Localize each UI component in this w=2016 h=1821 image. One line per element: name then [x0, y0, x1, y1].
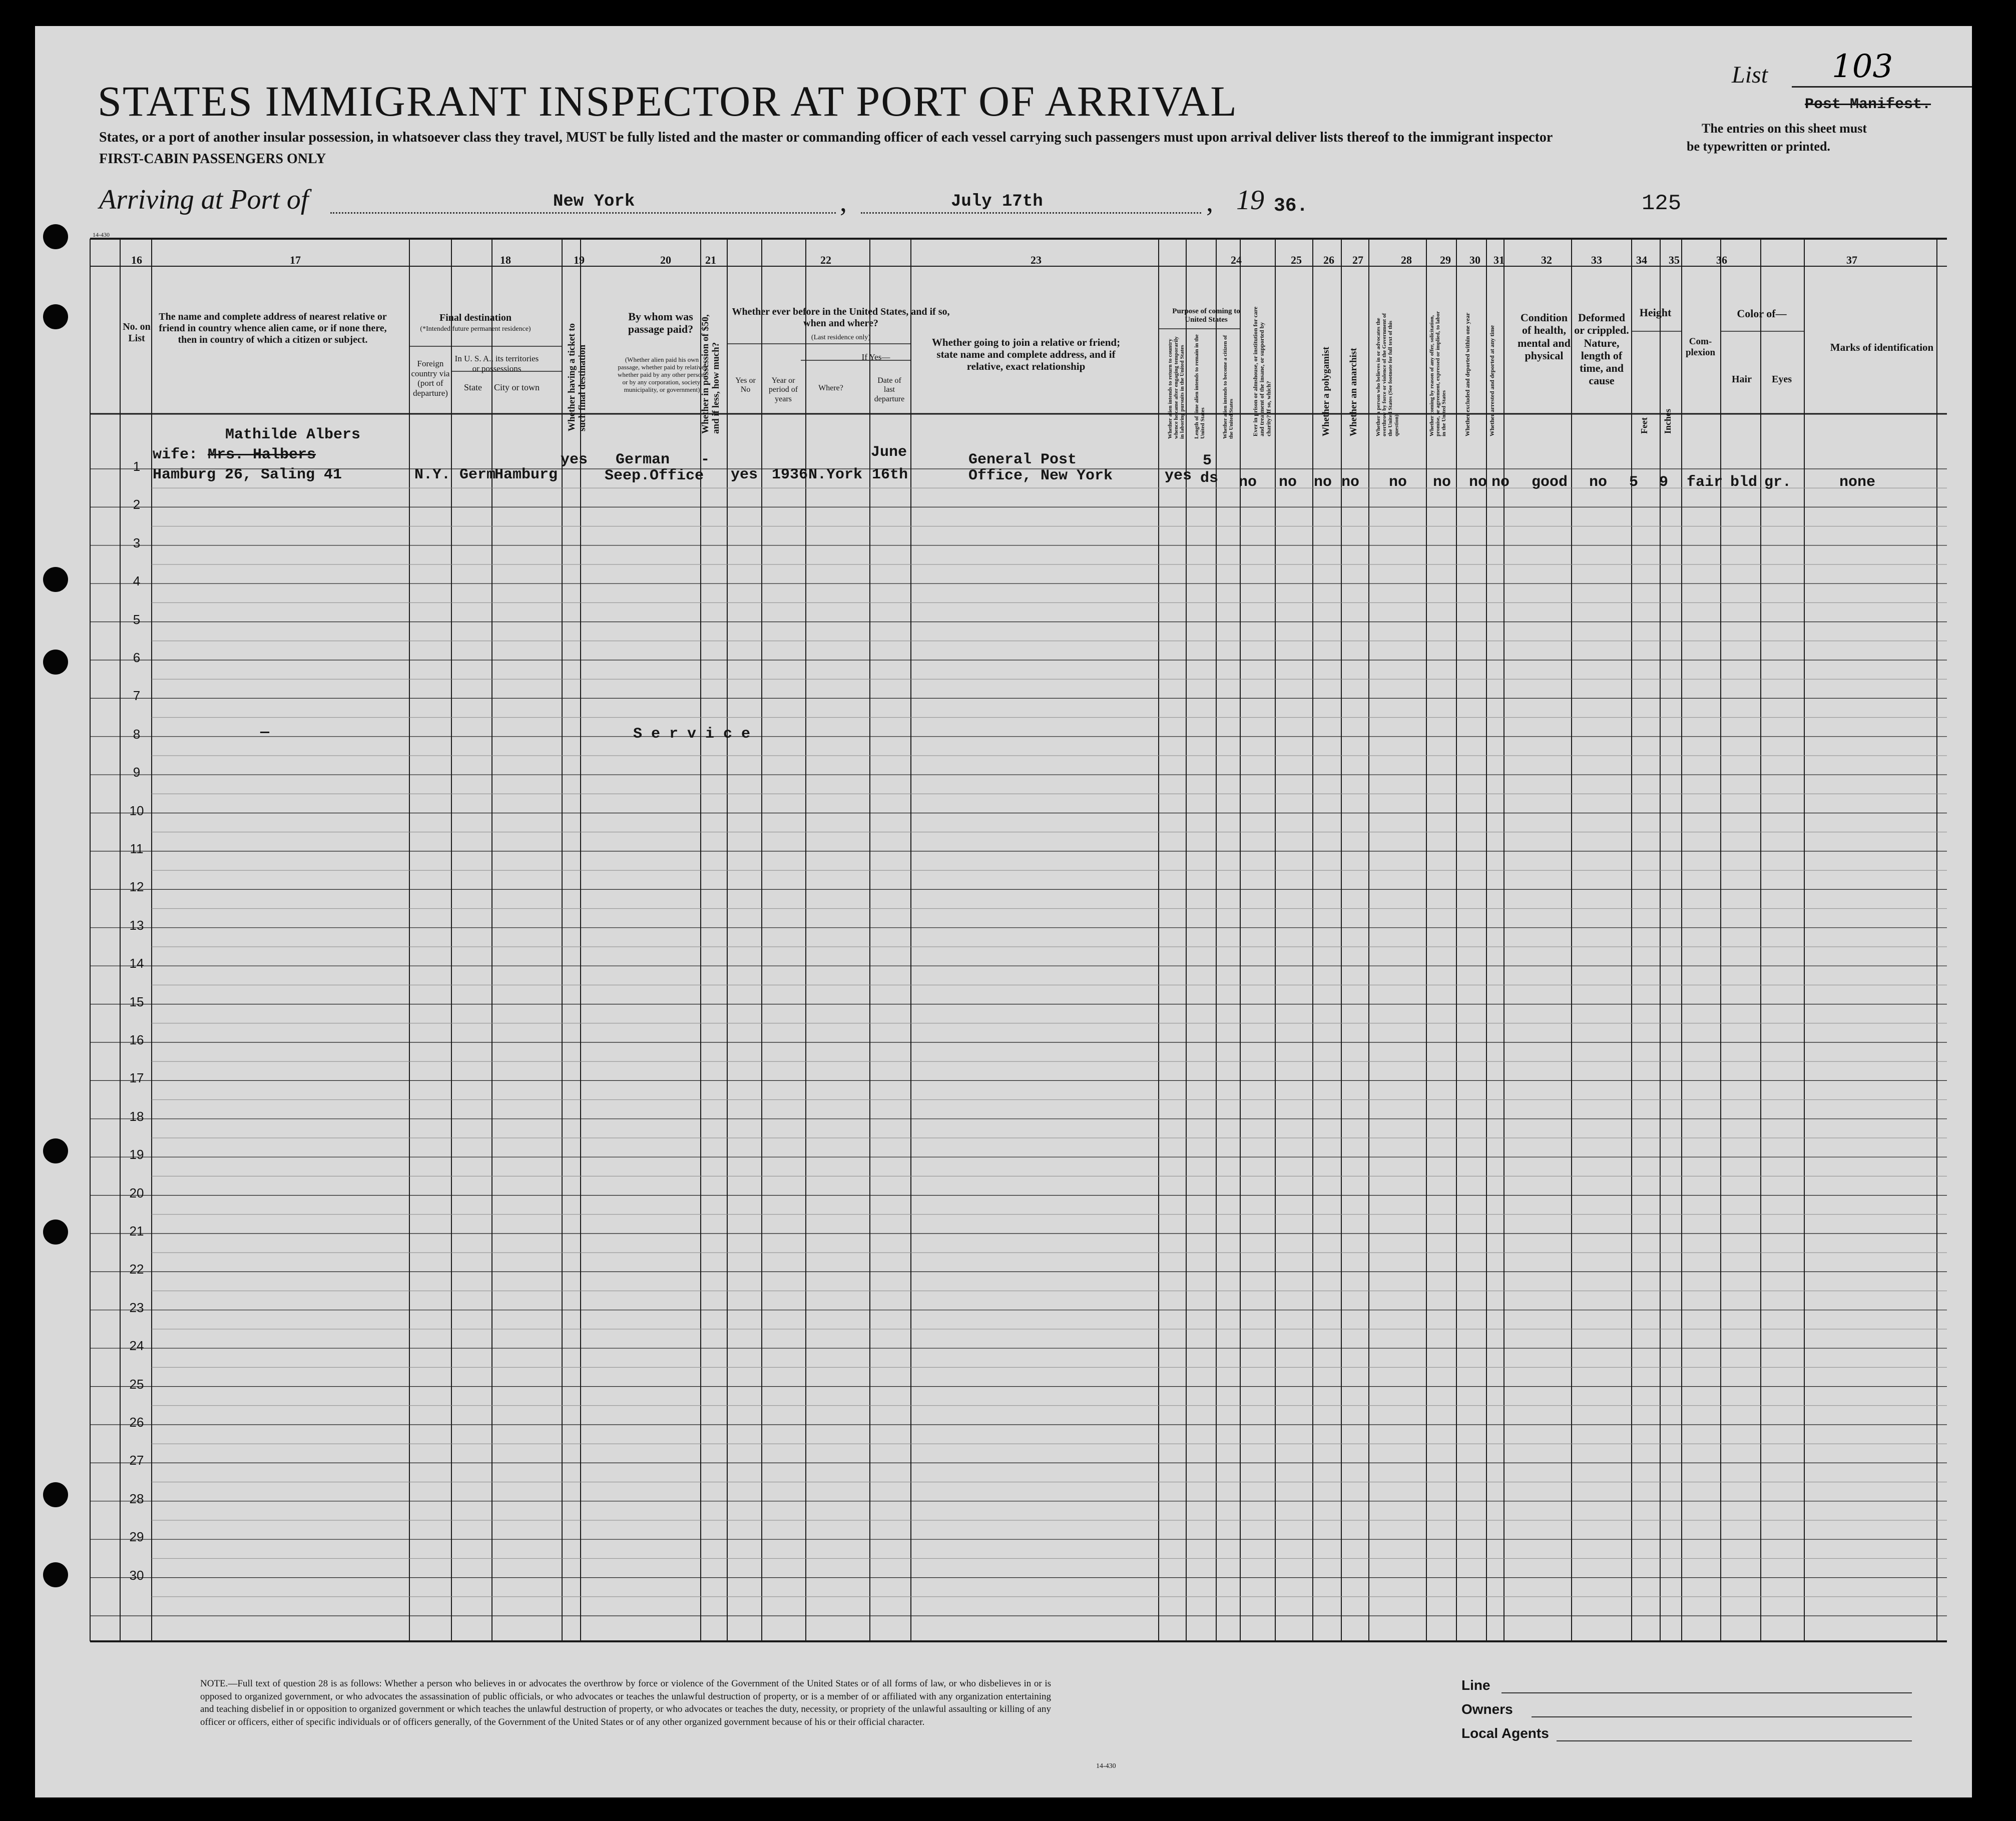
date-value: July 17th	[951, 192, 1043, 211]
entry-excluded: no	[1469, 474, 1487, 491]
entry-relative-name: Mathilde Albers	[225, 426, 361, 443]
row-number: 6	[133, 650, 141, 665]
entry-hair: bld	[1730, 474, 1758, 491]
header-if-yes: If Yes—	[861, 352, 890, 362]
header-no-on-list: No. on List	[123, 321, 151, 344]
entry-before: yes	[731, 466, 758, 483]
entry-date-month: June	[871, 444, 907, 461]
header-purpose-c: Whether alien intends to become a citizen of the United States	[1222, 335, 1235, 439]
column-number: 24	[1231, 254, 1242, 266]
column-number: 30	[1469, 254, 1480, 266]
row-number: 30	[129, 1567, 144, 1583]
line-label: Line	[1461, 1677, 1490, 1693]
entry-join: General Post	[968, 451, 1077, 468]
column-number: 34	[1636, 254, 1647, 266]
column-number: 16	[131, 254, 142, 266]
column-number: 35	[1669, 254, 1680, 266]
row-number: 16	[129, 1032, 144, 1047]
arriving-label: Arriving at Port of	[99, 184, 309, 215]
form-number: 14-430	[1096, 1762, 1116, 1770]
header-relative-address: The name and complete address of nearest relative or friend in country whence alien came, or if none there, then in country of which a citizen or subject.	[159, 311, 387, 345]
header-before-us-sub: (Last residence only)	[811, 334, 871, 341]
row-number: 25	[129, 1376, 144, 1392]
list-label: List	[1732, 62, 1768, 88]
binder-hole	[43, 1220, 68, 1245]
row-number: 4	[133, 573, 141, 589]
header-excluded: Whether excluded and deported within one year	[1464, 312, 1471, 436]
header-last-departure: Date of last departure	[874, 376, 905, 403]
binder-hole	[43, 1562, 68, 1587]
header-before-us: Whether ever before in the United States, and if so, when and where?	[732, 306, 950, 329]
header-purpose-a: Whether alien intends to return to country whence he came after engaging temporarily in laboring pursuits in the United States	[1167, 336, 1186, 439]
row8-service: S e r v i c e	[633, 726, 751, 743]
typewritten-note: be typewritten or printed.	[1687, 139, 1830, 154]
row-number: 9	[133, 765, 141, 780]
header-ticket: Whether having a ticket to such final destination	[567, 323, 588, 431]
entry-complexion: fair	[1687, 474, 1723, 491]
form-grid	[35, 26, 1972, 1797]
list-number-line	[1792, 86, 1972, 88]
entry-health: good	[1532, 474, 1568, 491]
binder-hole	[43, 1138, 68, 1163]
header-hair: Hair	[1732, 374, 1752, 385]
header-state: State	[464, 382, 482, 392]
local-agents-label: Local Agents	[1461, 1725, 1549, 1741]
row8-dash: —	[260, 724, 270, 741]
footnote-question-28: NOTE.—Full text of question 28 is as follows: Whether a person who believes in or advocates the overthrow by force or violence of the Government of the United States or of all forms of law, or who disbelieves in or is opposed to organized government, or who advocates the assassination of public officials, or who advocates or teaches the unlawful destruction of property, or is a member of or affiliated with any organization entertaining and teaching disbelief in or opposition to organized government or which teaches the unlawful destruction of property, or who advocates or teaches the duty, necessity, or propriety of the unlawful assaulting or killing of any officer or officers, either of specific individuals or of officers generally, of the Government of the United States or of any other organized government because of his or their official character.	[200, 1678, 1051, 1727]
form-title: STATES IMMIGRANT INSPECTOR AT PORT OF ARRIVAL	[98, 77, 1238, 125]
entry-marks: none	[1839, 474, 1876, 491]
header-complexion: Com-plexion	[1685, 336, 1716, 358]
header-join-relative: Whether going to join a relative or friend; state name and complete address, and if relative, exact relationship	[931, 336, 1121, 373]
entry-labor: no	[1433, 474, 1451, 491]
header-arrested: Whether arrested and deported at any time	[1488, 325, 1495, 436]
column-number: 36	[1716, 254, 1727, 266]
entry-relation-struck: Mrs. Halbers	[208, 446, 316, 463]
column-number: 37	[1846, 254, 1857, 266]
entry-state: N.Y.	[414, 466, 451, 483]
row-number: 20	[129, 1185, 144, 1200]
header-overthrow: Whether a person who believes in or advocates the overthrow by force or violence of the Government of the United States (See footnote for full text of this question)	[1375, 313, 1400, 436]
port-value: New York	[553, 192, 635, 211]
entry-paid-by: German	[616, 451, 670, 468]
header-final-destination-sub: (*Intended future permanent residence)	[420, 325, 531, 333]
owners-label: Owners	[1461, 1701, 1513, 1717]
header-deformed: Deformed or crippled. Nature, length of time, and cause	[1574, 311, 1629, 387]
row-number: 8	[133, 726, 141, 742]
column-number: 18	[500, 254, 511, 266]
column-number: 32	[1541, 254, 1552, 266]
row-number: 15	[129, 994, 144, 1009]
binder-hole	[43, 567, 68, 592]
header-marks: Marks of identification	[1830, 341, 1934, 353]
row-number: 19	[129, 1147, 144, 1162]
row-number: 3	[133, 535, 141, 550]
binder-hole	[43, 1482, 68, 1507]
header-final-destination: Final destination	[439, 312, 512, 323]
column-number: 21	[705, 254, 716, 266]
row-number: 10	[129, 803, 144, 818]
row-number: 5	[133, 612, 141, 627]
entry-overthrow: no	[1389, 474, 1407, 491]
row-number: 12	[129, 879, 144, 895]
entry-year: 1936	[772, 466, 808, 483]
column-number: 20	[660, 254, 671, 266]
column-number: 17	[290, 254, 301, 266]
column-number: 26	[1323, 254, 1334, 266]
column-number: 23	[1031, 254, 1042, 266]
binder-hole	[43, 650, 68, 675]
entry-paid-by-2: Seep.Office	[605, 467, 704, 484]
instruction-note: States, or a port of another insular possession, in whatsoever class they travel, MUST be fully listed and the master or commanding officer of each vessel carrying such passengers must upon arrival deliver lists thereof to the immigrant inspector	[99, 130, 1553, 145]
header-polygamist: Whether a polygamist	[1321, 346, 1331, 436]
row-number: 2	[133, 497, 141, 512]
entry-join-2: Office, New York	[968, 467, 1113, 484]
column-number: 33	[1591, 254, 1602, 266]
entry-date-day: 16th	[872, 466, 908, 483]
entry-address: Hamburg 26, Saling 41	[153, 466, 342, 483]
entry-purpose-a: yes	[1165, 467, 1192, 484]
entry-purpose-c: no	[1239, 474, 1257, 491]
entry-money: -	[701, 451, 710, 468]
row-number: 23	[129, 1300, 144, 1315]
comma: ,	[840, 187, 847, 218]
row-number: 24	[129, 1338, 144, 1354]
entry-city: Hamburg	[494, 466, 558, 483]
header-in-usa: In U. S. A., its territories or possessions	[454, 354, 539, 373]
header-anarchist: Whether an anarchist	[1348, 348, 1359, 436]
header-color-of: Color of—	[1737, 307, 1787, 320]
row-number: 14	[129, 956, 144, 971]
column-number: 28	[1401, 254, 1412, 266]
entry-arrested: no	[1491, 474, 1510, 491]
entry-purpose-b: 5	[1203, 452, 1212, 469]
row-number: 18	[129, 1108, 144, 1124]
entry-ticket: yes	[561, 451, 588, 468]
row-number: 22	[129, 1262, 144, 1277]
header-eyes: Eyes	[1772, 374, 1792, 385]
header-prison: Ever in prison or almshouse, or institution for care and treatment of the insane, or supported by charity? If so, which?	[1252, 306, 1272, 436]
typewritten-note: The entries on this sheet must	[1702, 121, 1867, 136]
row-number: 28	[129, 1491, 144, 1506]
list-number: 103	[1832, 48, 1893, 85]
row-number: 7	[133, 688, 141, 704]
row-number: 17	[129, 1070, 144, 1086]
row-number: 26	[129, 1415, 144, 1430]
entry-country: Germ	[459, 466, 496, 483]
header-where: Where?	[818, 384, 843, 392]
date-fill-line	[861, 212, 1201, 214]
row-number: 13	[129, 917, 144, 933]
entry-purpose-b-2: ds	[1200, 470, 1219, 487]
header-passage-paid-sub: (Whether alien paid his own passage, whether paid by relative, whether paid by any other person, or by any corporation, society, municipality, or government)	[618, 356, 706, 393]
header-year: Year or period of years	[768, 376, 798, 403]
header-health: Condition of health, mental and physical	[1518, 311, 1571, 362]
row-number: 1	[133, 459, 141, 474]
row-number: 11	[130, 841, 144, 856]
header-inches: Inches	[1663, 408, 1673, 434]
entry-deformed: no	[1589, 474, 1608, 491]
header-purpose-b: Length of time alien intends to remain in the United States	[1194, 334, 1206, 439]
column-number: 19	[574, 254, 585, 266]
entry-prison: no	[1279, 474, 1297, 491]
binder-hole	[43, 304, 68, 329]
header-foreign-country: Foreign country via (port of departure)	[411, 359, 450, 398]
header-purpose: Purpose of coming to United States	[1172, 307, 1240, 324]
entry-where: N.York	[808, 466, 863, 483]
first-cabin-note: FIRST-CABIN PASSENGERS ONLY	[99, 151, 326, 167]
owners-sign-line	[1532, 1716, 1912, 1717]
row-number: 27	[129, 1453, 144, 1468]
header-money: Whether in possession of $50, and if less, how much?	[700, 314, 721, 434]
manifest-label: Post Manifest.	[1805, 96, 1931, 113]
header-height: Height	[1639, 306, 1672, 319]
form-code: 14-430	[93, 231, 110, 238]
year-suffix: 36.	[1274, 195, 1308, 217]
column-number: 27	[1352, 254, 1363, 266]
column-number: 22	[820, 254, 831, 266]
column-number: 29	[1440, 254, 1451, 266]
entry-relation: wife:	[153, 446, 198, 463]
header-feet: Feet	[1639, 417, 1649, 434]
row-number: 21	[129, 1224, 144, 1239]
year-prefix: 19	[1236, 185, 1264, 216]
entry-eyes: gr.	[1764, 474, 1792, 491]
line-sign-line	[1501, 1692, 1912, 1693]
header-labor-offer: Whether coming by reason of any offer, solicitation, promise, or agreement, expressed or implied, to labor in the United States	[1429, 311, 1447, 436]
header-yes-no: Yes or No	[735, 376, 756, 394]
header-passage-paid: By whom was passage paid?	[628, 310, 694, 336]
header-city: City or town	[493, 382, 540, 392]
row-number: 29	[129, 1529, 144, 1545]
entry-polygamist: no	[1314, 474, 1332, 491]
entry-inches: 9	[1659, 474, 1669, 491]
entry-anarchist: no	[1341, 474, 1360, 491]
comma: ,	[1206, 187, 1213, 218]
agents-sign-line	[1557, 1740, 1912, 1741]
column-number: 25	[1291, 254, 1302, 266]
port-fill-line	[330, 212, 836, 214]
column-number: 31	[1493, 254, 1504, 266]
entry-feet: 5	[1629, 474, 1639, 491]
binder-hole	[43, 224, 68, 249]
manifest-sheet	[35, 26, 1972, 1797]
page-number: 125	[1642, 191, 1682, 216]
